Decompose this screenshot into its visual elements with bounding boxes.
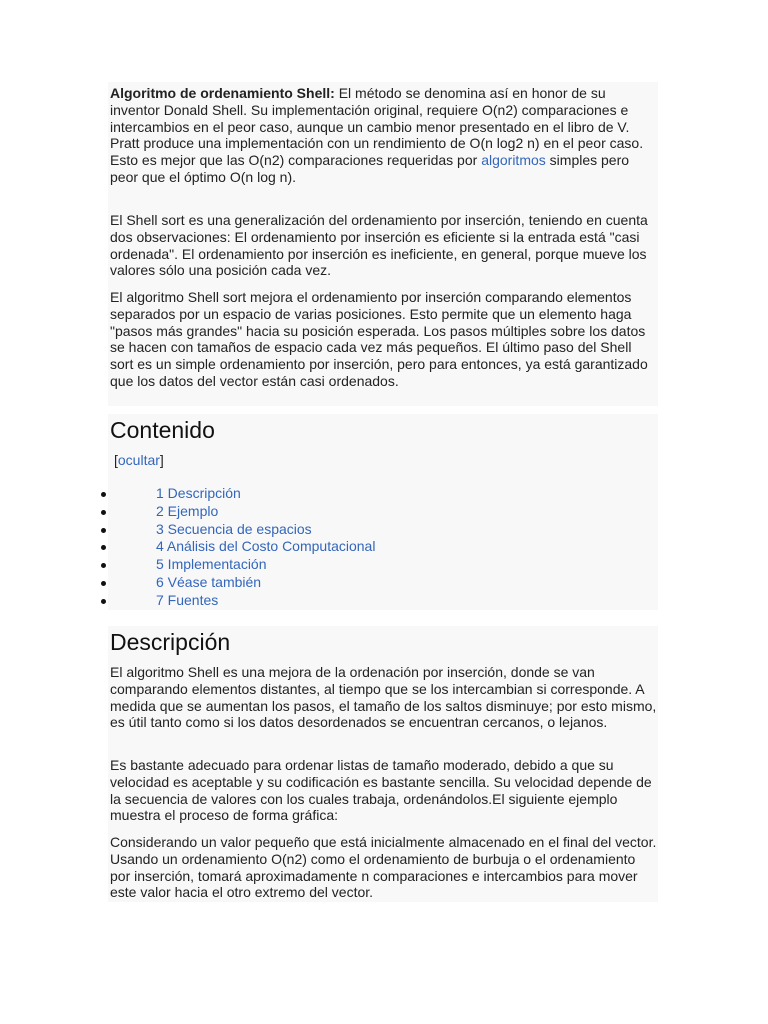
bullet-icon: [101, 492, 106, 497]
bullet-icon: [101, 563, 106, 568]
toggle-bracket-close: ]: [159, 452, 164, 468]
toc-item-implementacion: [0, 556, 660, 574]
toc-link-descripcion[interactable]: 1 Descripción: [156, 485, 241, 501]
descripcion-paragraph-1: El algoritmo Shell es una mejora de la ordenación por inserción, donde se van comparando elementos distantes, al tiempo que se los intercambian si corresponde. A medida que se aumentan los pasos, el tamaño de los saltos disminuye; por esto mismo, es útil tanto como si los datos desordenados se encuentran cercanos, o lejanos.: [110, 664, 657, 731]
algoritmos-link[interactable]: algoritmos: [481, 152, 546, 169]
bullet-icon: [101, 510, 106, 515]
intro-paragraph-1: [110, 85, 658, 186]
intro-title: Algoritmo de ordenamiento Shell:: [110, 85, 335, 101]
ocultar-link[interactable]: ocultar: [117, 452, 160, 468]
descripcion-paragraph-3: Considerando un valor pequeño que está inicialmente almacenado en el final del vector. Usando un ordenamiento O(n2) como el ordenamiento de burbuja o el ordenamiento por inserción, tomará aproximadamente n comparaciones e intercambios para mover este valor hacia el otro extremo del vector.: [110, 834, 657, 901]
toc-item-vease: [0, 574, 660, 592]
intro-text-b: simples pero peor que el óptimo O(n log n).: [110, 152, 630, 185]
descripcion-heading: Descripción: [110, 629, 231, 655]
toc-link-secuencia[interactable]: 3 Secuencia de espacios: [156, 520, 312, 537]
toc-list: [0, 485, 660, 610]
toc-item-analisis: [0, 538, 660, 556]
toc-heading: Contenido: [110, 417, 215, 443]
descripcion-paragraph-2: Es bastante adecuado para ordenar listas de tamaño moderado, debido a que su velocidad es aceptable y su codificación es bastante sencilla. Su velocidad depende de la secuencia de valores con los cuales trabaja, ordenándolos.El siguiente ejemplo muestra el proceso de forma gráfica:: [110, 757, 652, 824]
toc-link-ejemplo[interactable]: 2 Ejemplo: [156, 502, 219, 519]
intro-paragraph-2: El Shell sort es una generalización del ordenamiento por inserción, teniendo en cuenta dos observaciones: El ordenamiento por inserción es eficiente si la entrada está "casi ordenada". El ordenamiento por inserción es ineficiente, en general, porque mueve los valores sólo una posición cada vez.: [110, 212, 648, 279]
toc-item-ejemplo: [0, 503, 660, 521]
bullet-icon: [101, 581, 106, 586]
toc-item-secuencia: [0, 521, 660, 539]
bullet-icon: [101, 528, 106, 533]
toc-link-implementacion[interactable]: 5 Implementación: [156, 556, 267, 573]
toc-item-descripcion: [0, 485, 660, 503]
bullet-icon: [101, 545, 106, 550]
toc-link-analisis[interactable]: 4 Análisis del Costo Computacional: [156, 538, 376, 555]
toc-item-fuentes: [0, 592, 660, 610]
bullet-icon: [101, 599, 106, 604]
toc-toggle: [114, 451, 164, 469]
intro-paragraph-3: El algoritmo Shell sort mejora el ordenamiento por inserción comparando elementos separados por un espacio de varias posiciones. Esto permite que un elemento haga "pasos más grandes" hacia su posición esperada. Los pasos múltiples sobre los datos se hacen con tamaños de espacio cada vez más pequeños. El último paso del Shell sort es un simple ordenamiento por inserción, pero para entonces, ya está garantizado que los datos del vector están casi ordenados.: [110, 289, 648, 389]
intro-text-a: El método se denomina así en honor de su inventor Donald Shell. Su implementación original, requiere O(n2) comparaciones e intercambios en el peor caso, aunque un cambio menor presentado en el libro de V. Pratt produce una implementación con un rendimiento de O(n log2 n) en el peor caso. Esto es mejor que las O(n2) comparaciones requeridas por: [110, 85, 644, 169]
toggle-bracket-open: [: [114, 452, 118, 468]
toc-link-fuentes[interactable]: 7 Fuentes: [156, 591, 219, 608]
toc-link-vease[interactable]: 6 Véase también: [156, 573, 262, 590]
